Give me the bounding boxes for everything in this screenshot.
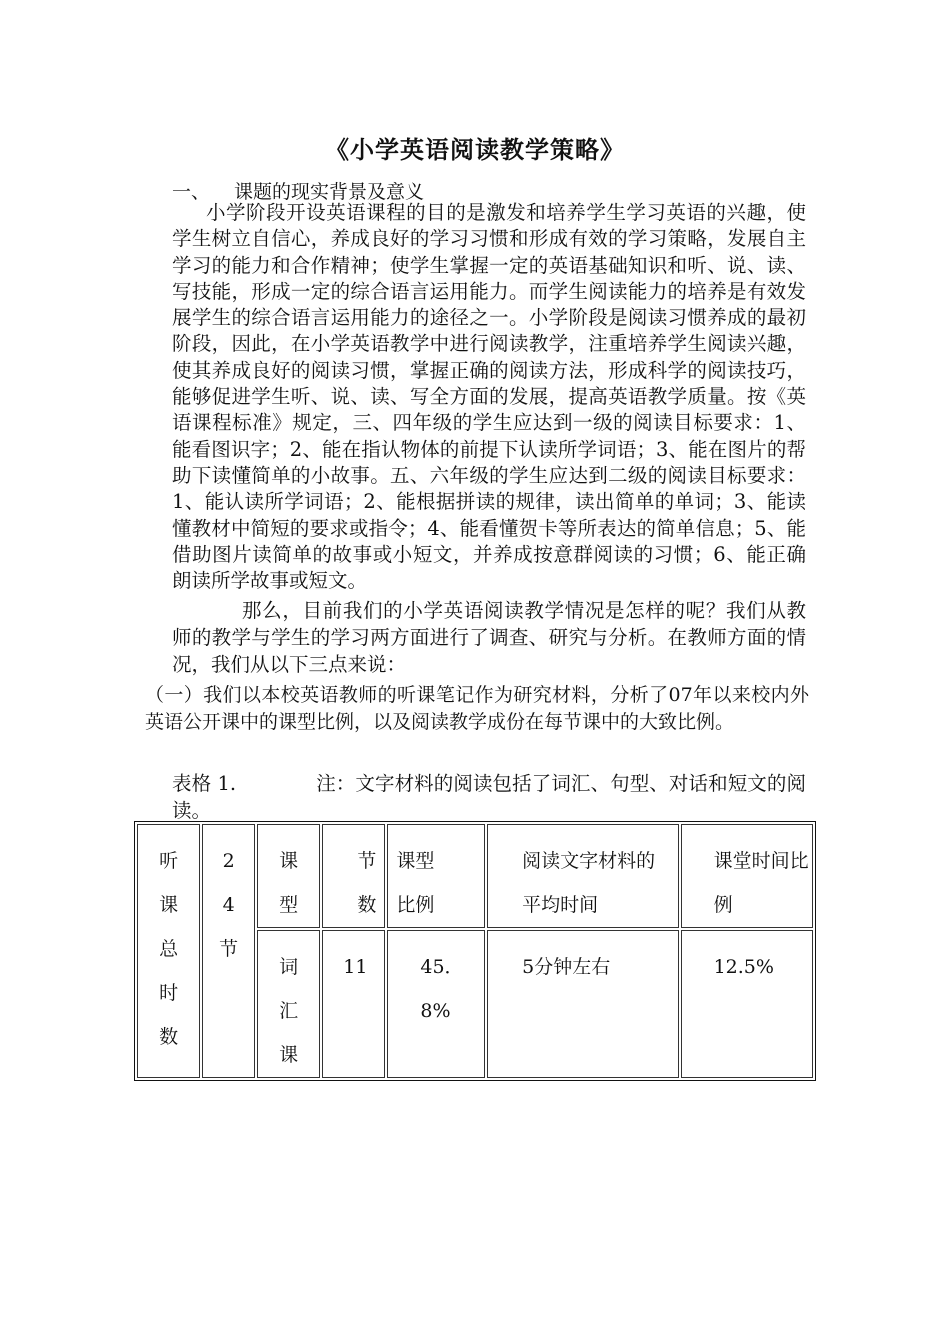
cell-time-ratio: 12.5% (681, 930, 813, 1078)
cell-lesson-type: 词汇课 (257, 930, 320, 1078)
table-caption (172, 770, 806, 824)
paragraph-background: 小学阶段开设英语课程的目的是激发和培养学生学习英语的兴趣，使学生树立自信心，养成良好的学习习惯和形成有效的学习策略，发展自主学习的能力和合作精神；使学生掌握一定的英语基础知识和听、说、读、写技能，形成一定的综合语言运用能力。而学生阅读能力的培养是有效发展学生的综合语言运用能力的途径之一。小学阶段是阅读习惯养成的最初阶段，因此，在小学英语教学中进行阅读教学，注重培养学生阅读兴趣，使其养成良好的阅读习惯，掌握正确的阅读方法，形成科学的阅读技巧，能够促进学生听、说、读、写全方面的发展，提高英语教学质量。按《英语课程标准》规定，三、四年级的学生应达到一级的阅读目标要求：1、能看图识字；2、能在指认物体的前提下认读所学词语；3、能在图片的帮助下读懂简单的小故事。五、六年级的学生应达到二级的阅读目标要求：1、能认读所学词语；2、能根据拼读的规律，读出简单的单词；3、能读懂教材中简短的要求或指令；4、能看懂贺卡等所表达的简单信息；5、能借助图片读简单的故事或小短文，并养成按意群阅读的习惯；6、能正确朗读所学故事或短文。 (172, 201, 806, 593)
table-header-row (137, 824, 813, 928)
cell-total-lessons-label: 听课总时数 (137, 824, 200, 1078)
header-lesson-type: 课型 (257, 824, 320, 928)
header-time-ratio: 课堂时间比例 (681, 824, 813, 928)
cell-total-lessons-value: 24节 (202, 824, 255, 1078)
cell-reading-time: 5分钟左右 (487, 930, 678, 1078)
document-title: 《小学英语阅读教学策略》 (325, 135, 625, 164)
paragraph-question: 那么，目前我们的小学英语阅读教学情况是怎样的呢？我们从教师的教学与学生的学习两方面进行了调查、研究与分析。在教师方面的情况，我们从以下三点来说： (172, 599, 806, 676)
table-caption-note: 注：文字材料的阅读包括了词汇、句型、对话和短文的阅读。 (172, 772, 806, 822)
section-heading-text: 课题的现实背景及意义 (234, 181, 425, 203)
header-type-ratio: 课型比例 (387, 824, 485, 928)
table-caption-label: 表格 1. (172, 772, 237, 795)
paragraph-point-one: （一）我们以本校英语教师的听课笔记作为研究材料，分析了07年以来校内外英语公开课中的课型比例，以及阅读教学成份在每节课中的大致比例。 (145, 684, 809, 733)
cell-type-ratio: 45．8% (387, 930, 485, 1078)
header-lesson-count: 节数 (322, 824, 385, 928)
cell-lesson-count: 11 (322, 930, 385, 1078)
header-reading-time: 阅读文字材料的平均时间 (487, 824, 678, 928)
section-number: 一、 (172, 181, 211, 203)
lesson-type-table (134, 821, 816, 1081)
